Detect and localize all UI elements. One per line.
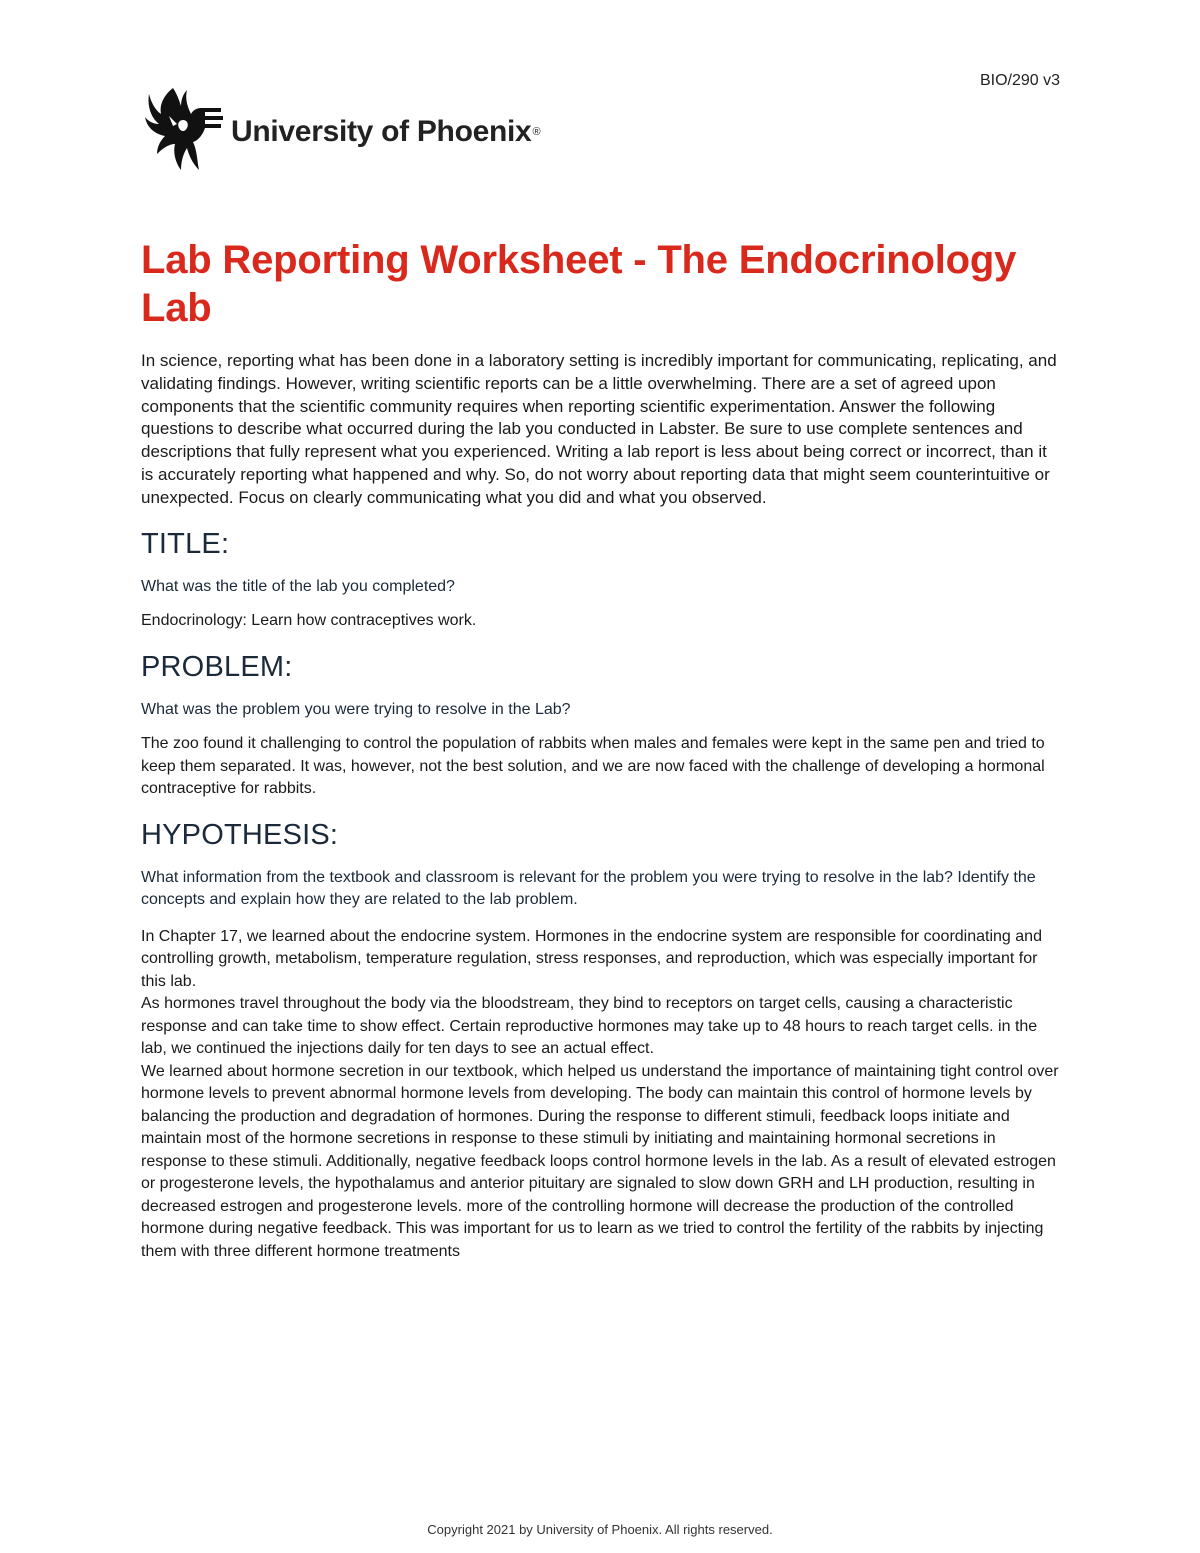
hypothesis-answer-paragraph: We learned about hormone secretion in our textbook, which helped us understand the importance of maintaining tight control over hormone levels to prevent abnormal hormone levels from developing. The body can maintain this control of hormone levels by balancing the production and degradation of hormones. During the response to different stimuli, feedback loops initiate and maintain most of the hormone secretions in response to these stimuli by initiating and maintaining hormonal secretions in response to these stimuli. Additionally, negative feedback loops control hormone levels in the lab. As a result of elevated estrogen or progesterone levels, the hypothalamus and anterior pituitary are signaled to slow down GRH and LH production, resulting in decreased estrogen and progesterone levels. more of the controlling hormone will decrease the production of the controlled hormone during negative feedback. This was important for us to learn as we tried to control the fertility of the rabbits by injecting them with three different hormone treatments	[141, 1062, 1059, 1260]
university-logo	[143, 84, 540, 176]
intro-paragraph: In science, reporting what has been done in a laboratory setting is incredibly important for communicating, replicating, and validating findings. However, writing scientific reports can be a little overwhelming. There are a set of agreed upon components that the scientific community requires when reporting scientific experimentation. Answer the following questions to describe what occurred during the lab you conducted in Labster. Be sure to use complete sentences and descriptions that fully represent what you experienced. Writing a lab report is less about being correct or incorrect, than it is accurately reporting what happened and why. So, do not worry about reporting data that might seem counterintuitive or unexpected. Focus on clearly communicating what you did and what you observed.	[141, 351, 1057, 507]
hypothesis-answer	[141, 926, 1061, 1264]
hypothesis-answer-paragraph: In Chapter 17, we learned about the endocrine system. Hormones in the endocrine system are responsible for coordinating and controlling growth, metabolism, temperature regulation, stress responses, and reproduction, which was especially important for this lab.	[141, 927, 1042, 990]
section-heading-title: TITLE:	[141, 527, 230, 560]
section-heading-hypothesis: HYPOTHESIS:	[141, 818, 339, 851]
title-question: What was the title of the lab you completed?	[141, 577, 455, 595]
hypothesis-answer-paragraph: As hormones travel throughout the body via the bloodstream, they bind to receptors on target cells, causing a characteristic response and can take time to show effect. Certain reproductive hormones may take up to 48 hours to reach target cells. in the lab, we continued the injections daily for ten days to see an actual effect.	[141, 995, 1038, 1058]
logo-wordmark: University of Phoenix®	[231, 115, 541, 148]
section-heading-problem: PROBLEM:	[141, 650, 293, 683]
document-body	[141, 236, 1061, 1263]
document-title: Lab Reporting Worksheet - The Endocrinology Lab	[141, 238, 1017, 330]
copyright-footer: Copyright 2021 by University of Phoenix. All rights reserved.	[427, 1522, 773, 1537]
problem-answer: The zoo found it challenging to control the population of rabbits when males and females were kept in the same pen and tried to keep them separated. It was, however, not the best solution, and we are now faced with the challenge of developing a hormonal contraceptive for rabbits.	[141, 735, 1045, 798]
hypothesis-question: What information from the textbook and classroom is relevant for the problem you were trying to resolve in the lab? Identify the concepts and explain how they are related to the lab problem.	[141, 868, 1036, 909]
phoenix-icon	[143, 84, 225, 176]
problem-question: What was the problem you were trying to resolve in the Lab?	[141, 700, 571, 718]
title-answer: Endocrinology: Learn how contraceptives work.	[141, 612, 477, 630]
course-code: BIO/290 v3	[979, 72, 1060, 89]
